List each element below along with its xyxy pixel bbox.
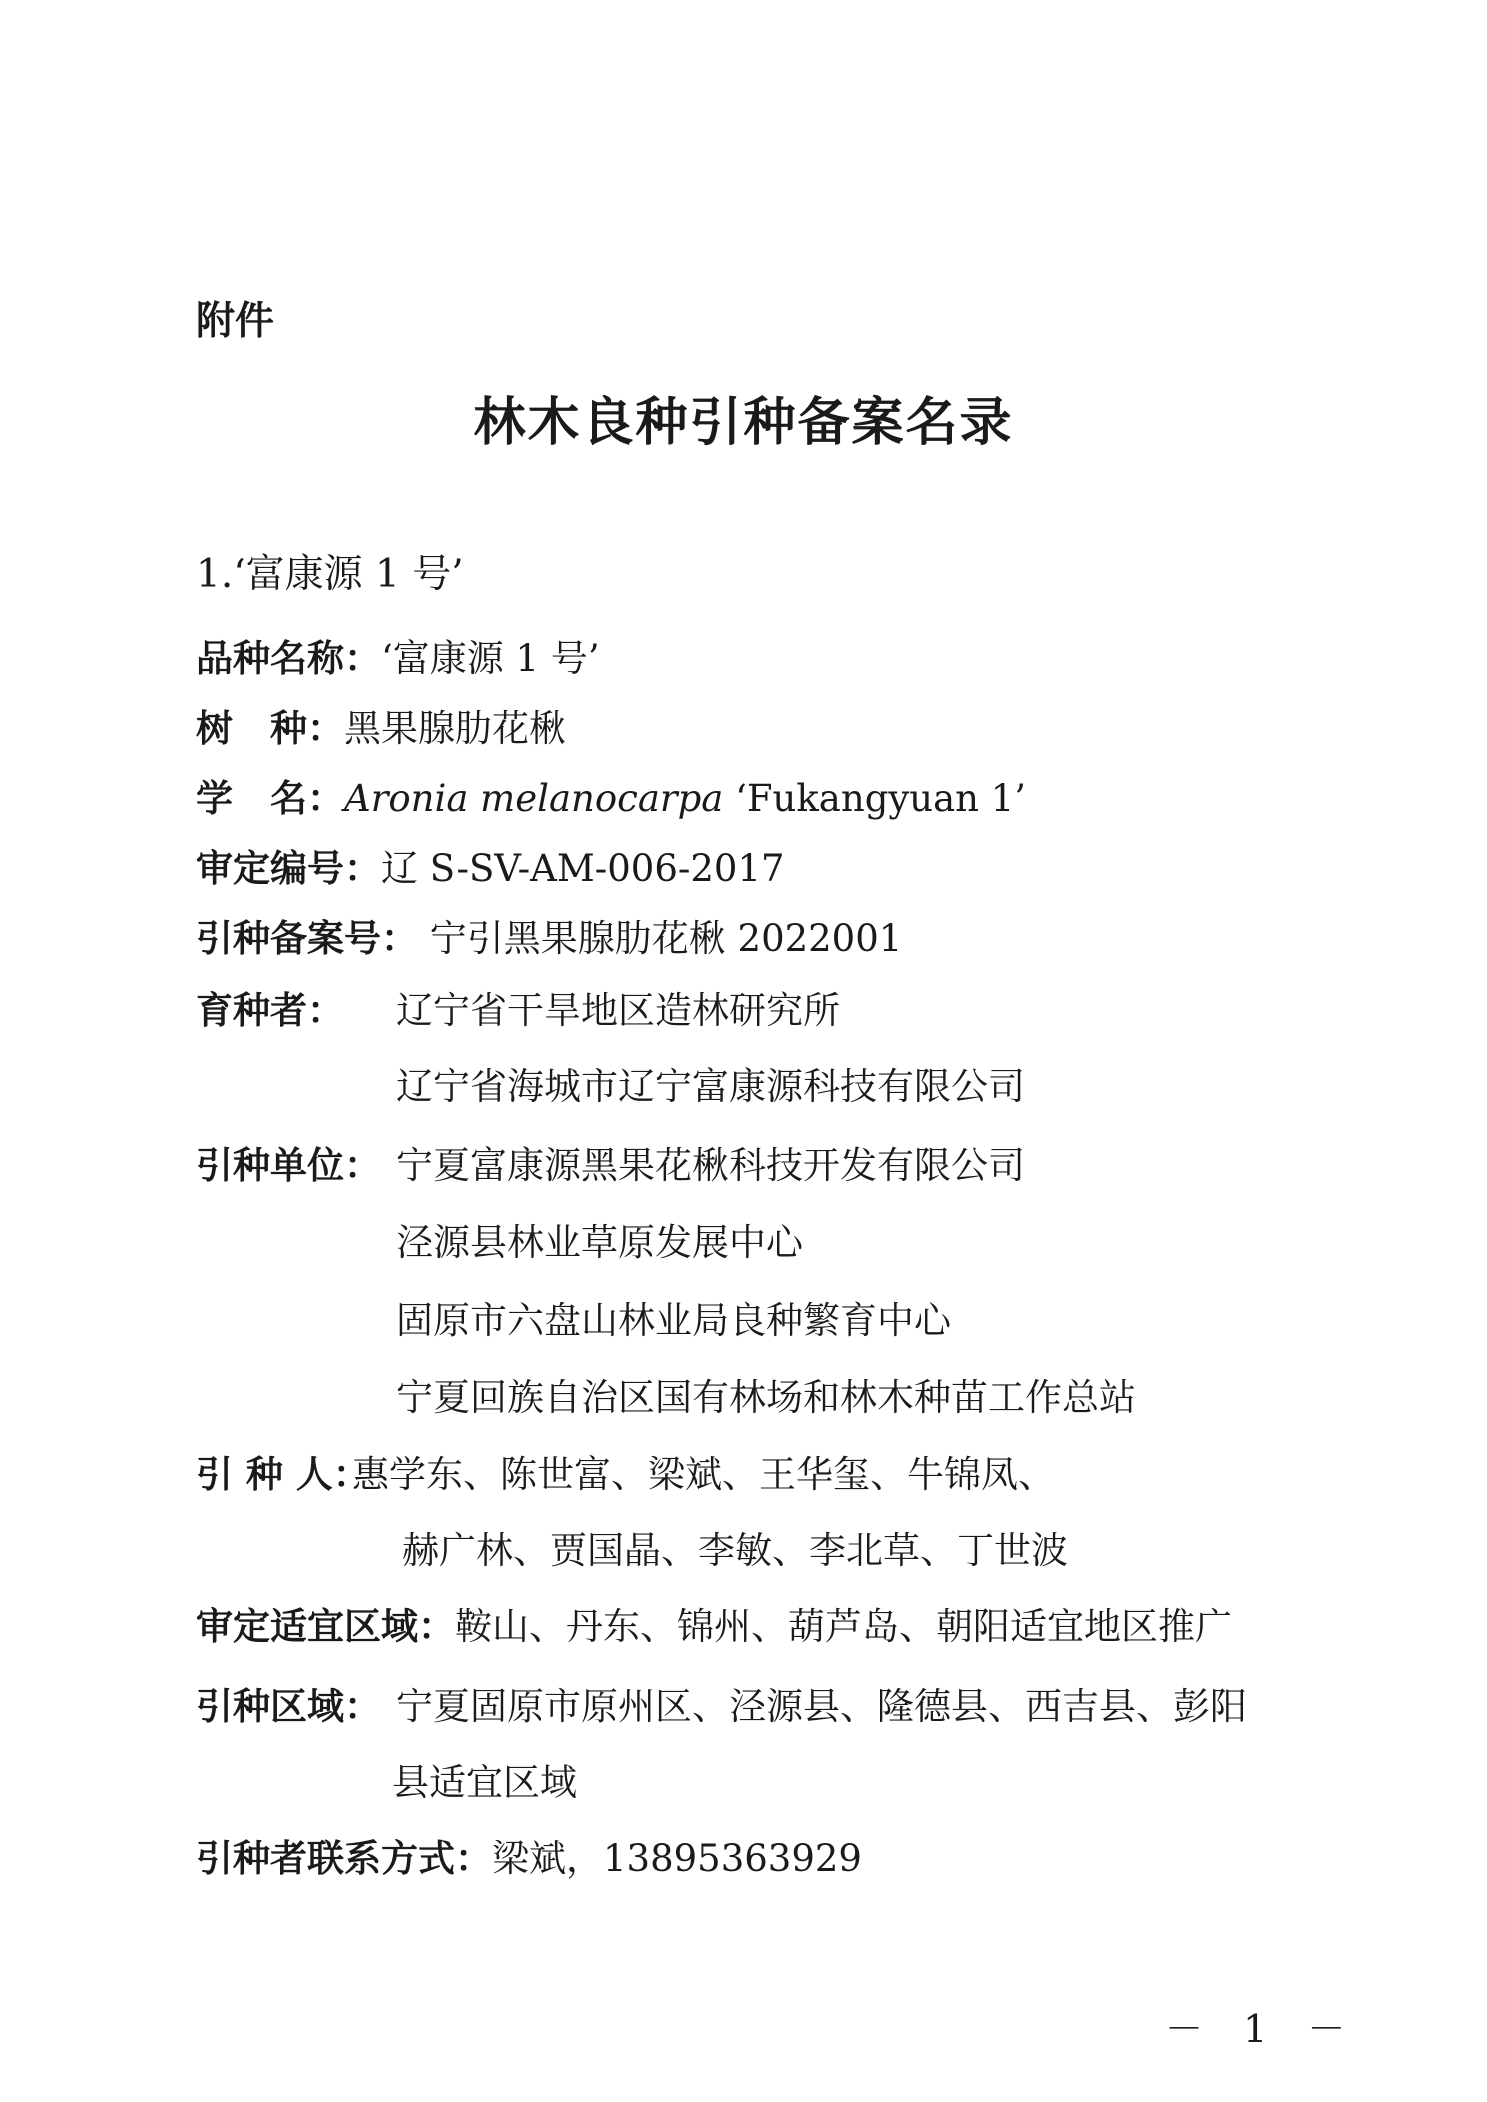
contact-label: 引种者联系方式： <box>196 1837 492 1880</box>
filing-number-label: 引种备案号： <box>196 917 418 960</box>
tree-species-label: 树 种： <box>196 707 344 750</box>
introducers-label: 引 种 人： <box>196 1453 370 1496</box>
tree-species-row <box>196 698 566 752</box>
entry-heading: 1.‘富康源 1 号’ <box>196 552 464 597</box>
approved-region-row <box>196 1596 1232 1650</box>
variety-name-row <box>196 628 600 682</box>
filing-number-value: 宁引黑果腺肋花楸 2022001 <box>418 917 903 960</box>
approved-region-value: 鞍山、丹东、锦州、葫芦岛、朝阳适宜地区推广 <box>455 1605 1232 1648</box>
contact-value: 梁斌，13895363929 <box>492 1837 862 1880</box>
introducers-line-1: 惠学东、陈世富、梁斌、王华玺、牛锦凤、 <box>352 1453 1055 1496</box>
introducing-units-row <box>196 1135 381 1189</box>
introduction-region-row <box>196 1676 381 1730</box>
introducers-row <box>196 1444 370 1498</box>
introducing-unit-2: 泾源县林业草原发展中心 <box>396 1221 803 1264</box>
breeder-row <box>196 980 344 1034</box>
introducing-unit-1: 宁夏富康源黑果花楸科技开发有限公司 <box>396 1144 1025 1187</box>
approved-region-label: 审定适宜区域： <box>196 1605 455 1648</box>
page-number: － 1 － <box>1165 2007 1360 2051</box>
filing-number-row <box>196 908 902 962</box>
document-title: 林木良种引种备案名录 <box>473 393 1014 453</box>
introducing-unit-4: 宁夏回族自治区国有林场和林木种苗工作总站 <box>396 1376 1136 1419</box>
introduction-region-line-2: 县适宜区域 <box>392 1761 577 1804</box>
approval-number-label: 审定编号： <box>196 847 381 890</box>
scientific-name-row <box>196 768 1026 822</box>
breeder-label: 育种者： <box>196 989 344 1032</box>
introducing-units-label: 引种单位： <box>196 1144 381 1187</box>
scientific-name-italic: Aronia melanocarpa <box>344 777 724 820</box>
breeder-line-2: 辽宁省海城市辽宁富康源科技有限公司 <box>396 1065 1025 1108</box>
introducers-line-2: 赫广林、贾国晶、李敏、李北草、丁世波 <box>402 1529 1068 1572</box>
variety-name-value: ‘富康源 1 号’ <box>381 637 600 680</box>
breeder-line-1: 辽宁省干旱地区造林研究所 <box>396 989 840 1032</box>
approval-number-row <box>196 838 785 892</box>
introduction-region-line-1: 宁夏固原市原州区、泾源县、隆德县、西吉县、彭阳 <box>396 1685 1247 1728</box>
scientific-name-label: 学 名： <box>196 777 344 820</box>
tree-species-value: 黑果腺肋花楸 <box>344 707 566 750</box>
scientific-name-cultivar: ‘Fukangyuan 1’ <box>723 777 1027 820</box>
variety-name-label: 品种名称： <box>196 637 381 680</box>
attachment-label: 附件 <box>196 299 275 344</box>
approval-number-value: 辽 S-SV-AM-006-2017 <box>381 847 785 890</box>
introducing-unit-3: 固原市六盘山林业局良种繁育中心 <box>396 1299 951 1342</box>
contact-row <box>196 1828 862 1882</box>
introduction-region-label: 引种区域： <box>196 1685 381 1728</box>
